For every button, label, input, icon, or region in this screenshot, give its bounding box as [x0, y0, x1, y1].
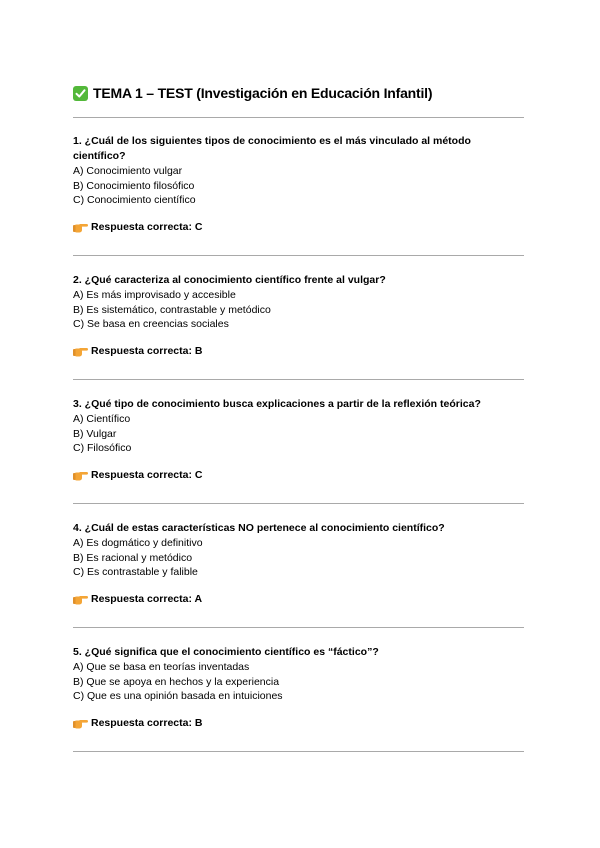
- answer-line: [73, 717, 518, 729]
- question-4: [73, 521, 518, 605]
- option-c: C) Conocimiento científico: [73, 194, 196, 206]
- answer-text: Respuesta correcta: C: [91, 468, 203, 481]
- option-a: A) Conocimiento vulgar: [73, 165, 183, 177]
- option-c: C) Es contrastable y falible: [73, 566, 198, 578]
- answer-text: Respuesta correcta: C: [91, 220, 203, 233]
- divider: [73, 627, 524, 628]
- option-c: C) Se basa en creencias sociales: [73, 318, 229, 330]
- question-2: [73, 273, 518, 357]
- divider: [73, 379, 524, 380]
- option-a: A) Es dogmático y definitivo: [73, 537, 203, 549]
- check-mark-button-icon: [73, 86, 88, 101]
- pointing-hand-icon: [73, 717, 88, 729]
- question-1: [73, 134, 518, 233]
- option-a: A) Científico: [73, 413, 131, 425]
- answer-text: Respuesta correcta: B: [91, 716, 203, 729]
- answer-line: [73, 469, 518, 481]
- page-title: [73, 85, 432, 101]
- option-b: B) Es sistemático, contrastable y metódico: [73, 303, 271, 316]
- pointing-hand-icon: [73, 593, 88, 605]
- option-c: C) Filosófico: [73, 442, 132, 454]
- answer-line: [73, 593, 518, 605]
- option-b: B) Conocimiento filosófico: [73, 179, 195, 192]
- answer-line: [73, 221, 518, 233]
- pointing-hand-icon: [73, 469, 88, 481]
- option-c: C) Que es una opinión basada en intuiciones: [73, 690, 283, 702]
- question-text: 1. ¿Cuál de los siguientes tipos de conocimiento es el más vinculado al método científico?: [73, 135, 471, 162]
- question-5: [73, 645, 518, 729]
- divider: [73, 503, 524, 504]
- divider: [73, 255, 524, 256]
- option-b: B) Que se apoya en hechos y la experiencia: [73, 675, 280, 688]
- question-text: 3. ¿Qué tipo de conocimiento busca explicaciones a partir de la reflexión teórica?: [73, 398, 481, 410]
- option-b: B) Es racional y metódico: [73, 551, 193, 564]
- option-a: A) Que se basa en teorías inventadas: [73, 661, 250, 673]
- question-text: 2. ¿Qué caracteriza al conocimiento científico frente al vulgar?: [73, 274, 386, 286]
- pointing-hand-icon: [73, 221, 88, 233]
- option-b: B) Vulgar: [73, 427, 117, 440]
- divider: [73, 117, 524, 118]
- option-a: A) Es más improvisado y accesible: [73, 289, 236, 301]
- pointing-hand-icon: [73, 345, 88, 357]
- question-3: [73, 397, 518, 481]
- question-text: 5. ¿Qué significa que el conocimiento científico es “fáctico”?: [73, 646, 379, 658]
- answer-text: Respuesta correcta: A: [91, 592, 203, 605]
- answer-text: Respuesta correcta: B: [91, 344, 203, 357]
- answer-line: [73, 345, 518, 357]
- title-text: TEMA 1 – TEST (Investigación en Educación Infantil): [93, 85, 433, 101]
- divider: [73, 751, 524, 752]
- question-text: 4. ¿Cuál de estas características NO pertenece al conocimiento científico?: [73, 522, 445, 534]
